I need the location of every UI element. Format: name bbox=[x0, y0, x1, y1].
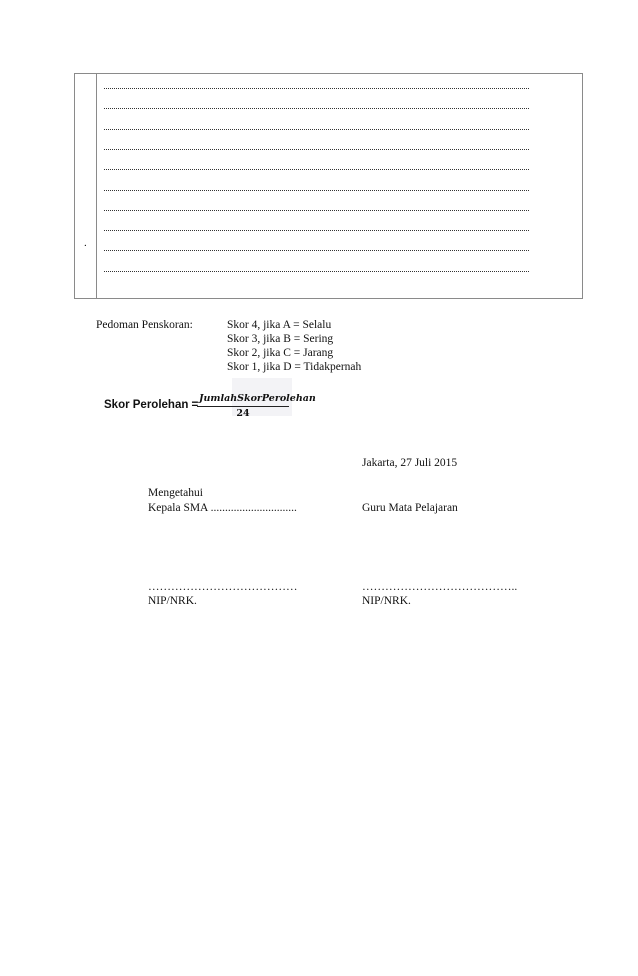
guide-item-4: Skor 1, jika D = Tidakpernah bbox=[227, 361, 362, 373]
guide-item-2: Skor 3, jika B = Sering bbox=[227, 333, 334, 345]
guide-label: Pedoman Penskoran: bbox=[96, 319, 193, 331]
answer-line bbox=[104, 271, 529, 272]
left-sign-line: ………………………………… bbox=[148, 581, 298, 593]
answer-line bbox=[104, 149, 529, 150]
formula-numerator: JumlahSkorPerolehan bbox=[197, 393, 289, 407]
left-heading: Mengetahui bbox=[148, 487, 203, 499]
formula-denominator: 24 bbox=[236, 408, 250, 419]
answer-line bbox=[104, 210, 529, 211]
left-title: Kepala SMA .............................. bbox=[148, 502, 297, 514]
right-nip: NIP/NRK. bbox=[362, 595, 411, 607]
answer-line bbox=[104, 129, 529, 130]
answer-box bbox=[74, 73, 583, 299]
right-sign-line: ………………………………….. bbox=[362, 581, 518, 593]
place-date: Jakarta, 27 Juli 2015 bbox=[362, 457, 458, 469]
formula-label: Skor Perolehan = bbox=[104, 399, 199, 411]
formula-fraction bbox=[197, 393, 316, 420]
answer-line bbox=[104, 190, 529, 191]
row-bullet: . bbox=[84, 237, 87, 249]
answer-line bbox=[104, 230, 529, 231]
right-title: Guru Mata Pelajaran bbox=[362, 502, 458, 514]
answer-line bbox=[104, 108, 529, 109]
left-nip: NIP/NRK. bbox=[148, 595, 197, 607]
answer-line bbox=[104, 250, 529, 251]
guide-item-3: Skor 2, jika C = Jarang bbox=[227, 347, 334, 359]
box-divider bbox=[96, 74, 97, 298]
guide-item-1: Skor 4, jika A = Selalu bbox=[227, 319, 332, 331]
answer-line bbox=[104, 169, 529, 170]
answer-line bbox=[104, 88, 529, 89]
